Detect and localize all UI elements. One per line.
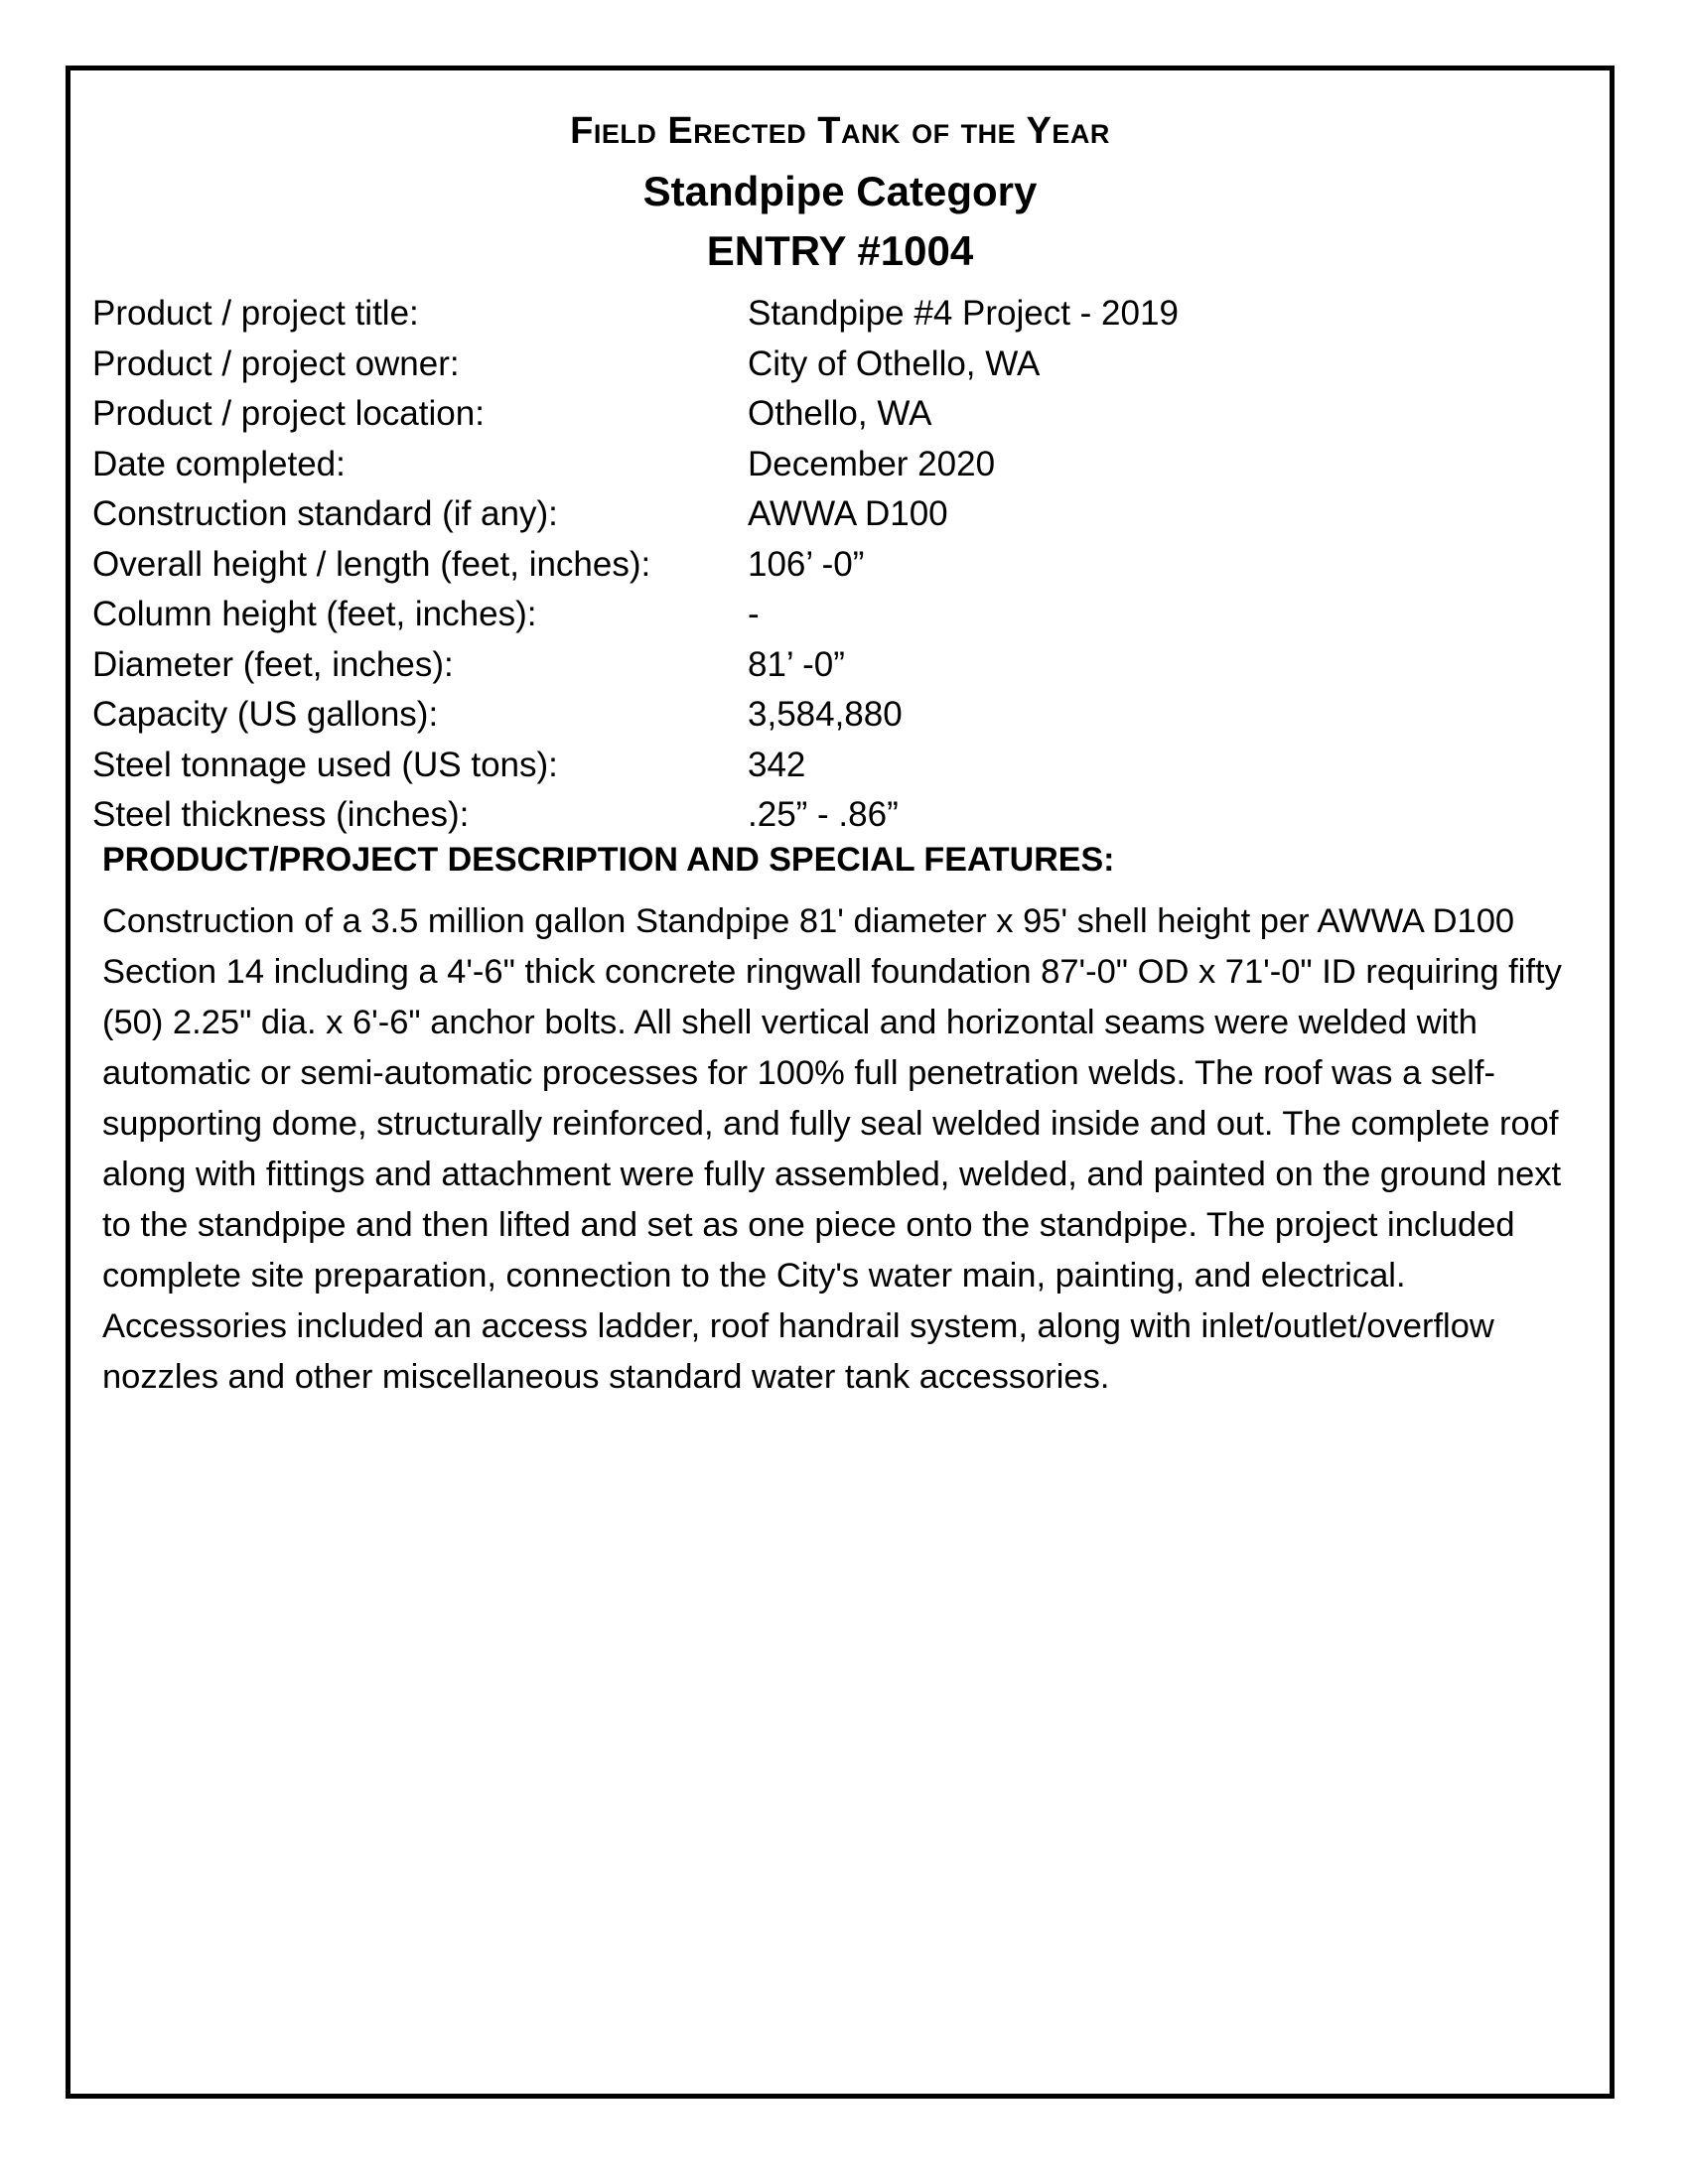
field-label: Steel tonnage used (US tons):: [92, 745, 558, 784]
field-row-overall-height: [92, 540, 1582, 591]
field-value: AWWA D100: [748, 494, 948, 533]
field-value: 342: [748, 745, 806, 784]
field-row-capacity: [92, 690, 1582, 741]
field-row-steel-tonnage: [92, 741, 1582, 791]
field-row-location: [92, 389, 1582, 440]
field-value: 81’ -0”: [748, 644, 845, 684]
field-value: December 2020: [748, 444, 996, 483]
field-label: Steel thickness (inches):: [92, 795, 470, 834]
field-value: -: [748, 595, 760, 633]
field-label: Date completed:: [92, 444, 346, 483]
field-value: 3,584,880: [748, 695, 903, 734]
field-label: Product / project title:: [92, 294, 419, 333]
field-row-owner: [92, 340, 1582, 390]
field-value: .25” - .86”: [748, 795, 899, 834]
field-row-steel-thickness: [92, 790, 1582, 841]
field-row-construction-standard: [92, 489, 1582, 540]
field-label: Product / project owner:: [92, 343, 460, 383]
field-row-diameter: [92, 640, 1582, 691]
field-row-title: [92, 289, 1582, 340]
project-fields: [92, 289, 1582, 841]
entry-number: ENTRY #1004: [706, 227, 974, 274]
field-value: Standpipe #4 Project - 2019: [748, 294, 1179, 333]
field-label: Construction standard (if any):: [92, 494, 558, 533]
category-title: Standpipe Category: [642, 168, 1038, 214]
field-label: Diameter (feet, inches):: [92, 644, 454, 684]
field-value: Othello, WA: [748, 394, 932, 433]
description-heading: PRODUCT/PROJECT DESCRIPTION AND SPECIAL FEATURES:: [102, 841, 1115, 879]
field-row-column-height: [92, 590, 1582, 640]
field-value: City of Othello, WA: [748, 343, 1041, 383]
description-body: Construction of a 3.5 million gallon Standpipe 81' diameter x 95' shell height per AWWA D100 Section 14 including a 4'-6" thick concrete ringwall foundation 87'-0" OD x 71'-0" ID requiring fifty (50) 2.25" dia. x 6'-6" anchor bolts. All shell vertical and horizontal seams were welded with automatic or semi-automatic processes for 100% full penetration welds. The roof was a self-supporting dome, structurally reinforced, and fully seal welded inside and out. The complete roof along with fittings and attachment were fully assembled, welded, and painted on the ground next to the standpipe and then lifted and set as one piece onto the standpipe. The project included complete site preparation, connection to the City's water main, painting, and electrical. Accessories included an access ladder, roof handrail system, along with inlet/outlet/overflow nozzles and other miscellaneous standard water tank accessories.: [102, 902, 1562, 1396]
field-label: Overall height / length (feet, inches):: [92, 544, 651, 584]
field-row-date-completed: [92, 440, 1582, 490]
field-label: Column height (feet, inches):: [92, 595, 537, 633]
field-value: 106’ -0”: [748, 544, 865, 584]
award-title-text: Field Erected Tank of the Year: [570, 110, 1110, 152]
entry-form-frame: [66, 66, 1615, 2099]
field-label: Capacity (US gallons):: [92, 695, 439, 734]
field-label: Product / project location:: [92, 394, 485, 433]
award-title: [70, 110, 1610, 153]
